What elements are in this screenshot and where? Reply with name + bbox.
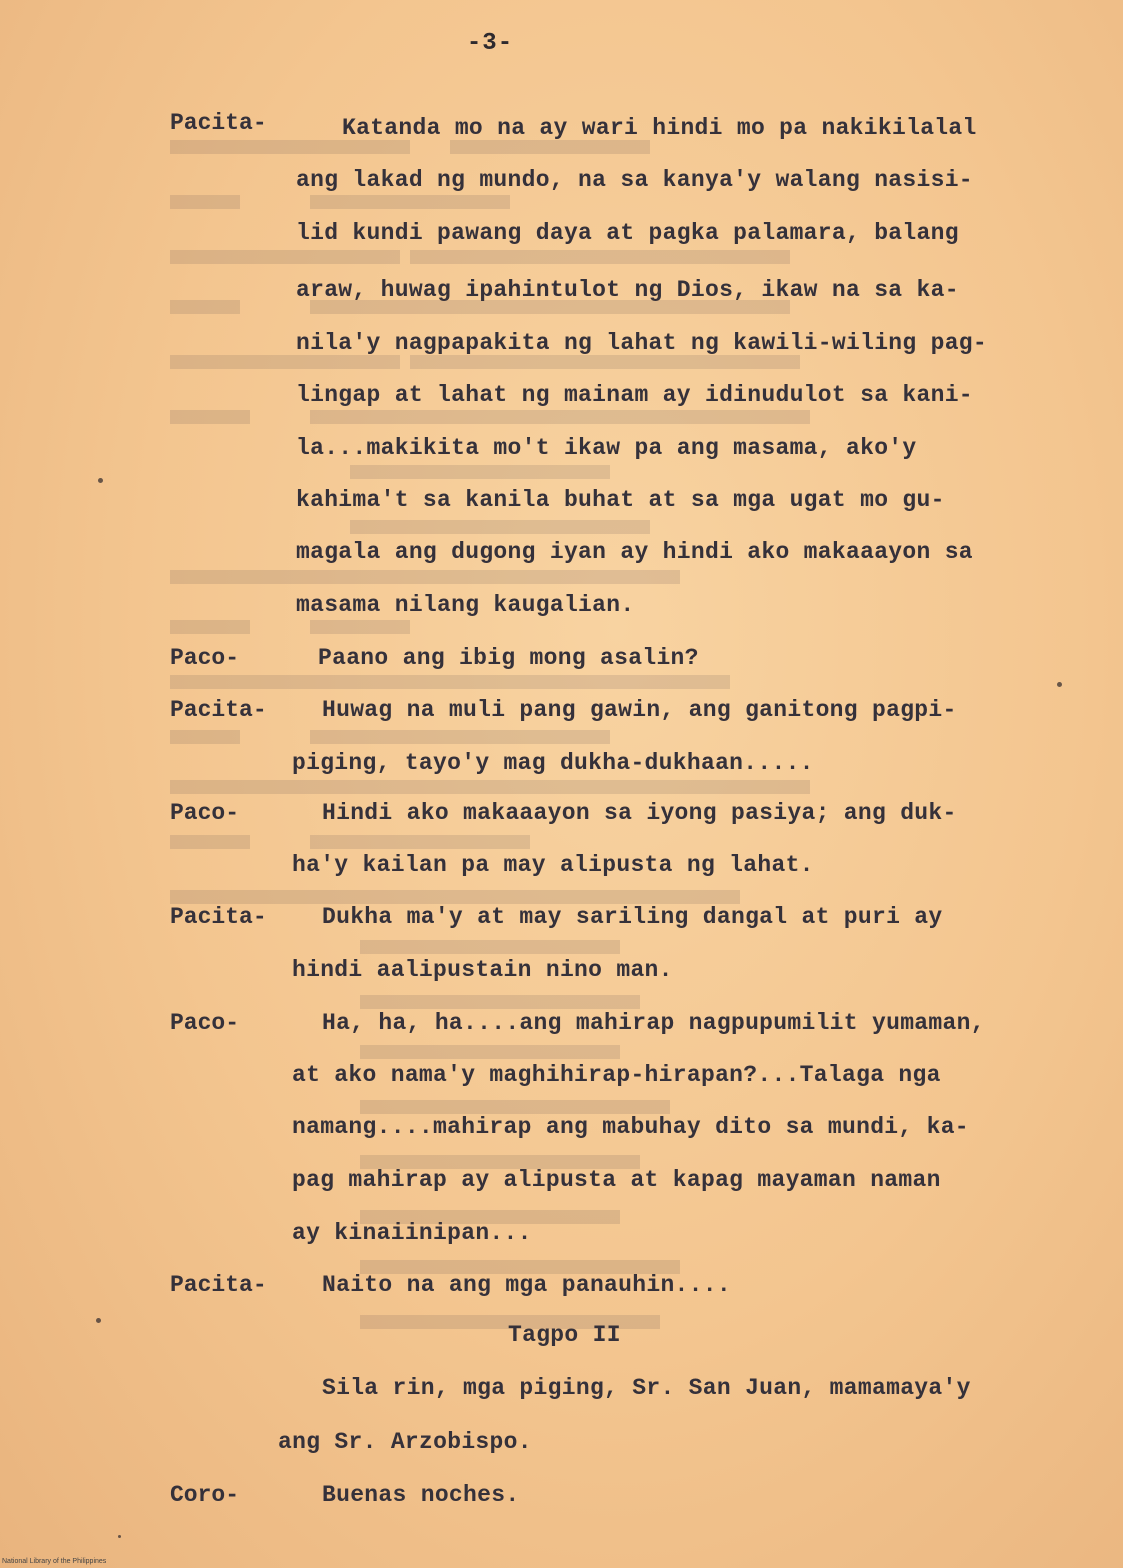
dialogue-line: hindi aalipustain nino man. [292,957,673,983]
dialogue-line: Huwag na muli pang gawin, ang ganitong pagpi- [322,697,957,723]
dialogue-line: pag mahirap ay alipusta at kapag mayaman naman [292,1167,941,1193]
dialogue-line: ha'y kailan pa may alipusta ng lahat. [292,852,814,878]
dialogue-line: Ha, ha, ha....ang mahirap nagpupumilit yumaman, [322,1010,985,1036]
speaker-label: Pacita- [170,697,267,723]
speaker-label: Pacita- [170,904,267,930]
dialogue-line: magala ang dugong iyan ay hindi ako makaaayon sa [296,539,973,565]
dialogue-line: lid kundi pawang daya at pagka palamara, balang [296,220,959,246]
stage-direction: Sila rin, mga piging, Sr. San Juan, mamamaya'y [322,1375,971,1401]
dialogue-line: araw, huwag ipahintulot ng Dios, ikaw na sa ka- [296,277,959,303]
paper-speck [98,478,103,483]
dialogue-line: Naito na ang mga panauhin.... [322,1272,731,1298]
dialogue-line: at ako nama'y maghihirap-hirapan?...Talaga nga [292,1062,941,1088]
speaker-label: Pacita- [170,110,267,136]
dialogue-line: namang....mahirap ang mabuhay dito sa mundi, ka- [292,1114,969,1140]
dialogue-line: Buenas noches. [322,1482,520,1508]
dialogue-line: Katanda mo na ay wari hindi mo pa nakikilalal [342,115,977,141]
paper-speck [118,1535,121,1538]
dialogue-line: la...makikita mo't ikaw pa ang masama, ako'y [296,435,917,461]
paper-speck [96,1318,101,1323]
dialogue-line: Dukha ma'y at may sariling dangal at puri ay [322,904,943,930]
speaker-label: Paco- [170,645,240,671]
dialogue-line: kahima't sa kanila buhat at sa mga ugat mo gu- [296,487,945,513]
dialogue-line: nila'y nagpapakita ng lahat ng kawili-wiling pag- [296,330,988,356]
speaker-label: Coro- [170,1482,240,1508]
dialogue-line: piging, tayo'y mag dukha-dukhaan..... [292,750,814,776]
dialogue-line: Paano ang ibig mong asalin? [318,645,699,671]
speaker-label: Paco- [170,1010,240,1036]
dialogue-line: lingap at lahat ng mainam ay idinudulot sa kani- [296,382,973,408]
dialogue-line: ay kinaiinipan... [292,1220,532,1246]
speaker-label: Paco- [170,800,240,826]
dialogue-line: masama nilang kaugalian. [296,592,635,618]
scene-heading: Tagpo II [508,1322,621,1348]
paper-speck [1057,682,1062,687]
stage-direction: ang Sr. Arzobispo. [278,1429,532,1455]
page-number: -3- [466,30,514,57]
footer-credit: National Library of the Philippines [2,1558,107,1565]
dialogue-line: Hindi ako makaaayon sa iyong pasiya; ang duk- [322,800,957,826]
speaker-label: Pacita- [170,1272,267,1298]
dialogue-line: ang lakad ng mundo, na sa kanya'y walang nasisi- [296,167,973,193]
